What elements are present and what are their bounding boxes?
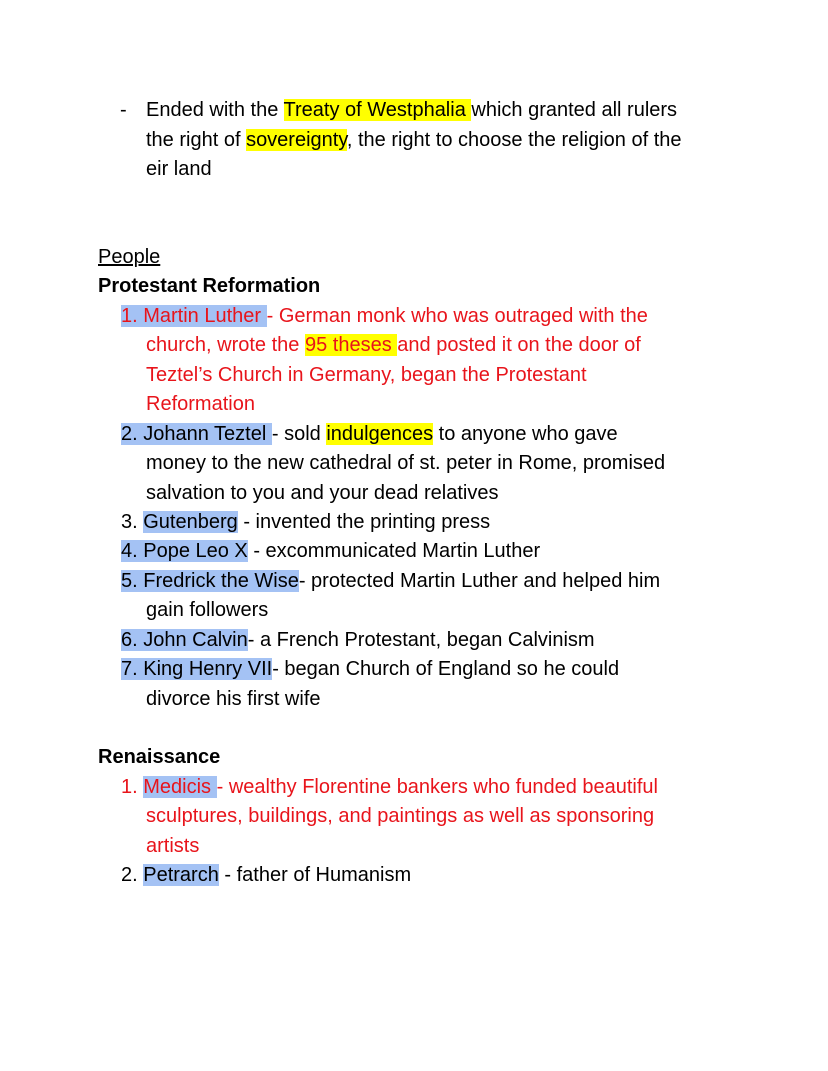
highlight-indulgences: indulgences [326,423,434,445]
item-line-1 [121,861,411,891]
item-line-1 [121,508,490,538]
text: which granted all rulers [471,99,678,121]
item-line-1 [121,302,648,332]
highlight-name-gutenberg: Gutenberg [143,511,238,533]
text: divorce his first wife [146,688,321,710]
text: - invented the printing press [237,511,491,533]
text: Teztel’s Church in Germany, began the Protestant [146,364,587,386]
text: - excommunicated Martin Luther [247,540,541,562]
text: - a French Protestant, began Calvinism [247,629,595,651]
item-line-3 [146,361,587,391]
highlight-name-medicis: Medicis [143,776,217,798]
item-line-2 [146,685,321,715]
text: sculptures, buildings, and paintings as well as sponsoring [146,805,655,827]
item-line-1 [121,537,540,567]
highlight-name-king-henry-vii: 7. King Henry VII [121,658,273,680]
highlight-name-martin-luther: 1. Martin Luther [121,305,267,327]
text: - began Church of England so he could [272,658,620,680]
treaty-line-1 [146,96,677,126]
text: - protected Martin Luther and helped him [298,570,661,592]
text: artists [146,835,200,857]
highlight-name-john-calvin: 6. John Calvin [121,629,248,651]
text: - German monk who was outraged with the [266,305,648,327]
treaty-line-3 [146,155,212,185]
list-number: 1. [121,776,144,798]
text: eir land [146,158,212,180]
item-line-3 [146,832,199,862]
text: salvation to you and your dead relatives [146,482,499,504]
text: gain followers [146,599,269,621]
item-line-2 [146,596,268,626]
item-line-2 [146,802,654,832]
list-number: 3. [121,511,144,533]
list-number: 2. [121,864,144,886]
highlight-95-theses: 95 theses [304,334,398,356]
highlight-name-fredrick-the-wise: 5. Fredrick the Wise [121,570,299,592]
highlight-treaty-of-westphalia: Treaty of Westphalia [283,99,472,121]
highlight-name-pope-leo-x: 4. Pope Leo X [121,540,248,562]
highlight-name-petrarch: Petrarch [143,864,219,886]
text: to anyone who gave [433,423,618,445]
people-heading: People [98,246,161,268]
item-line-2 [146,331,641,361]
highlight-sovereignty: sovereignty [246,129,347,151]
protestant-reformation-heading: Protestant Reformation [98,275,321,297]
item-line-1 [121,655,619,685]
item-line-2 [146,449,665,479]
text: church, wrote the [146,334,305,356]
text: Ended with the [146,99,284,121]
item-line-4 [146,390,255,420]
treaty-line-2 [146,126,682,156]
item-line-1 [121,420,618,450]
text: money to the new cathedral of st. peter in Rome, promised [146,452,666,474]
item-line-3 [146,479,498,509]
text: , the right to choose the religion of the [346,129,682,151]
highlight-name-johann-teztel: 2. Johann Teztel [121,423,272,445]
dash-bullet-marker: - [120,99,127,121]
item-line-1 [121,567,660,597]
renaissance-heading: Renaissance [98,746,221,768]
item-line-1 [121,773,658,803]
text: Reformation [146,393,255,415]
text: - sold [271,423,327,445]
text: - wealthy Florentine bankers who funded beautiful [216,776,658,798]
text: - father of Humanism [218,864,412,886]
text: the right of [146,129,247,151]
item-line-1 [121,626,595,656]
text: and posted it on the door of [397,334,641,356]
